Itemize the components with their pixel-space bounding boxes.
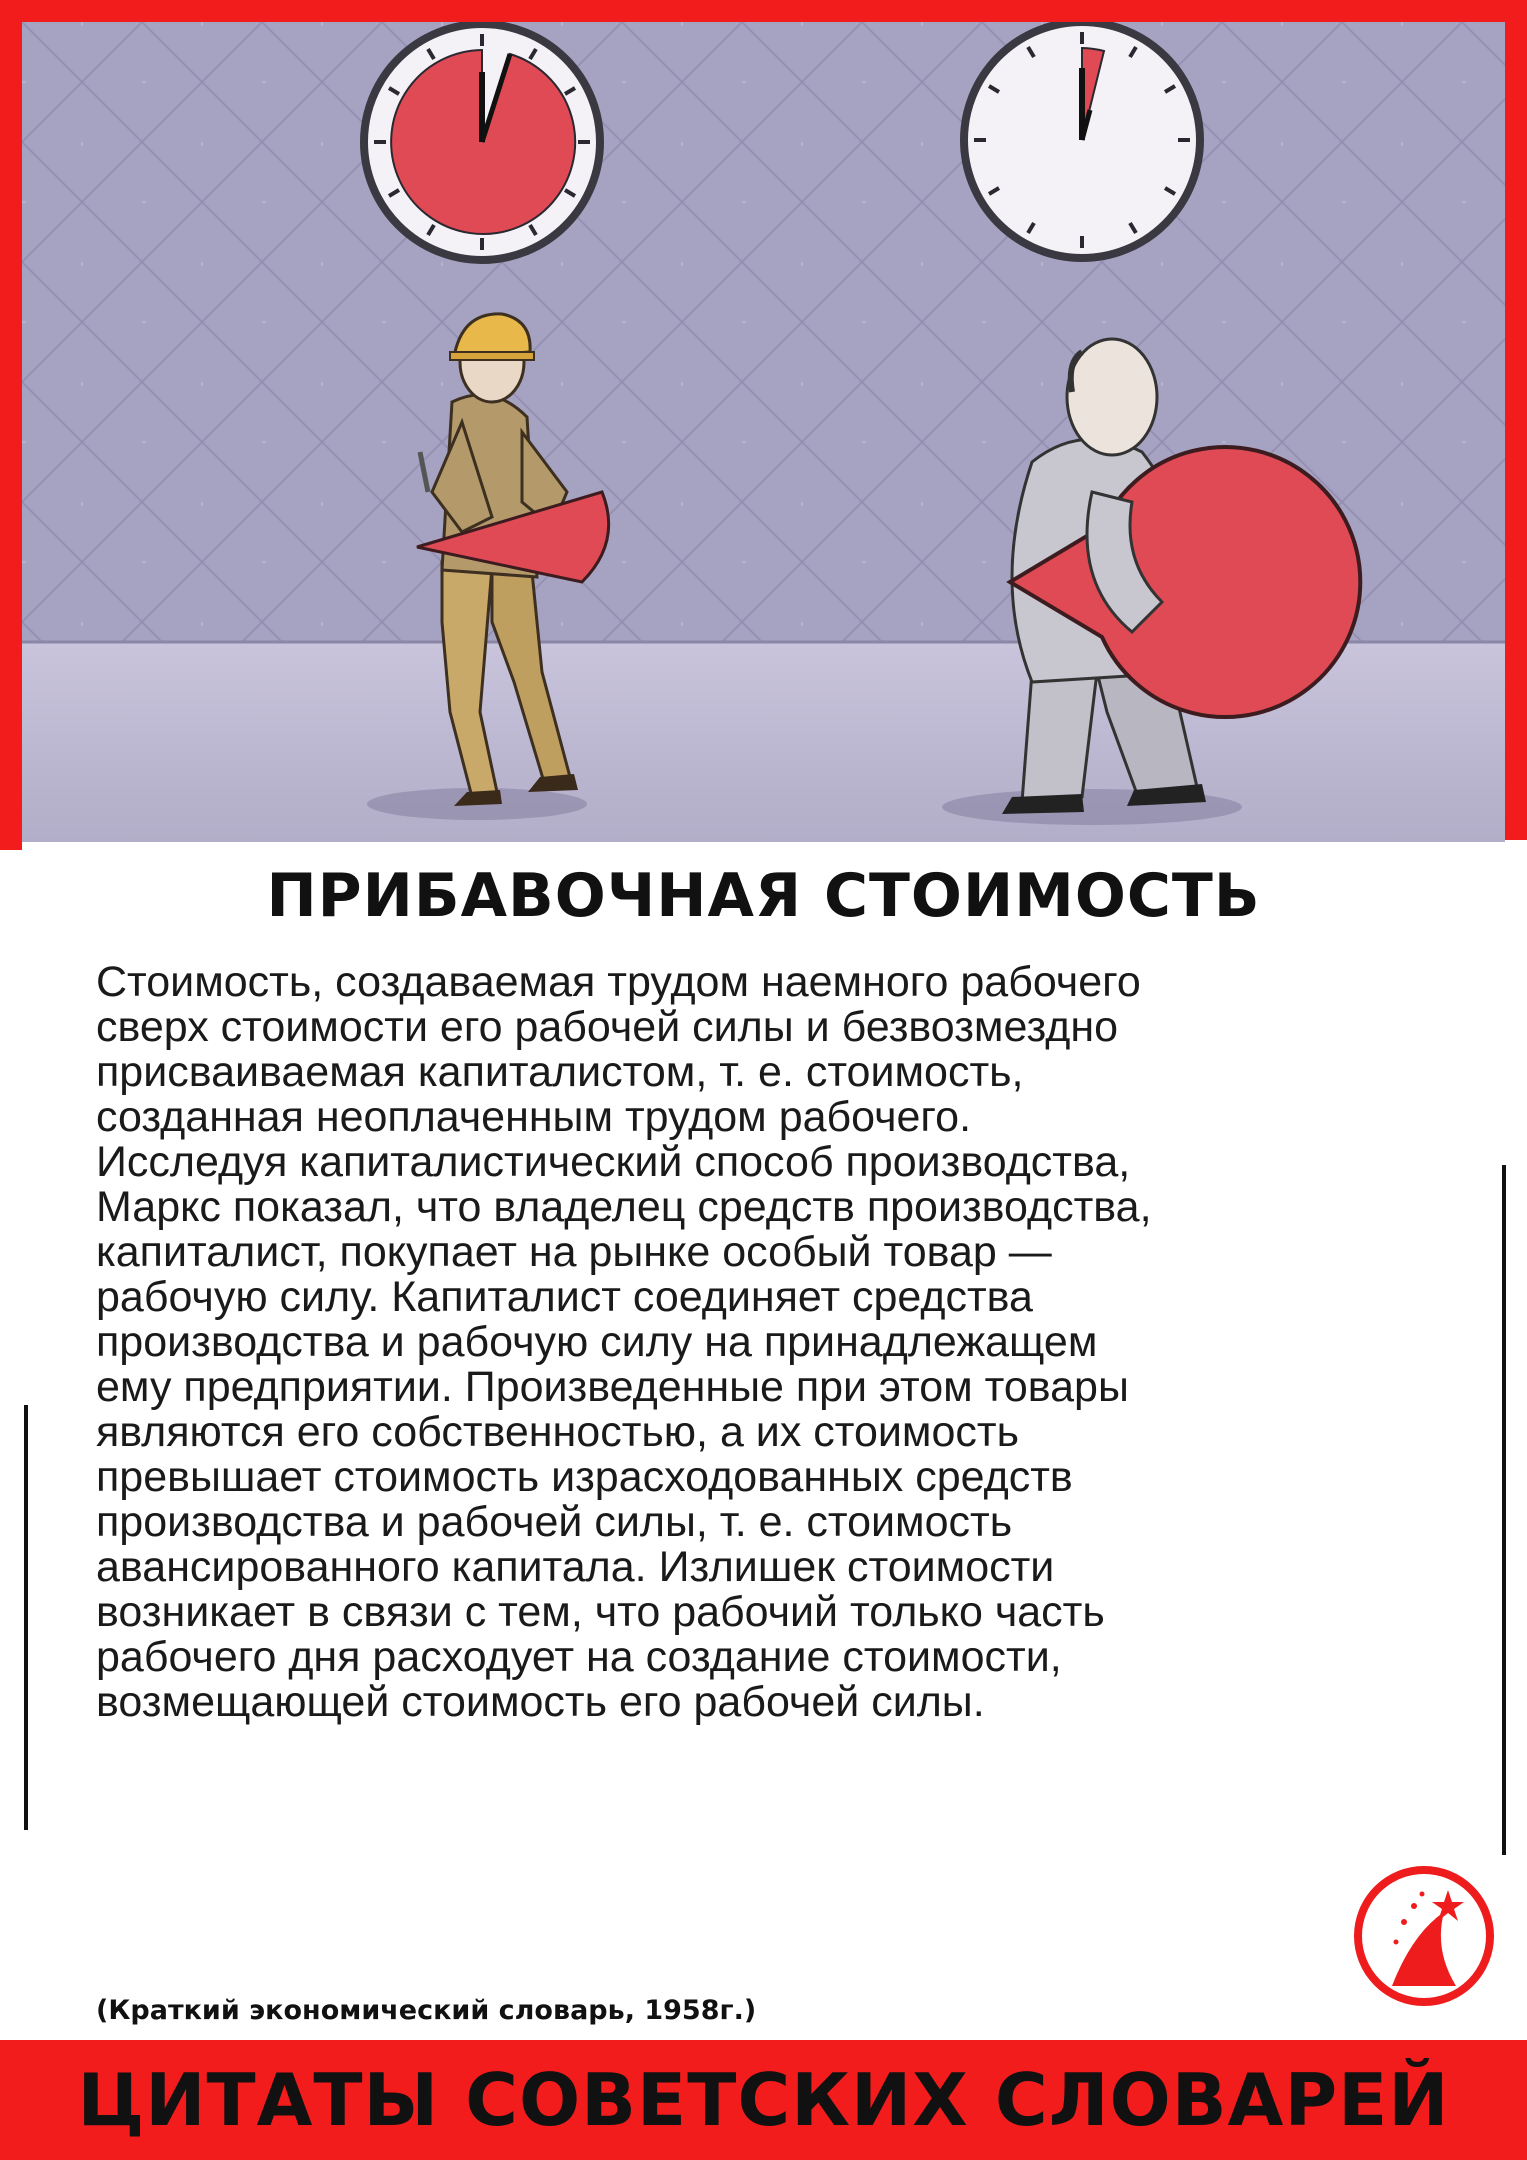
text-line: Маркс показал, что владелец средств производства, bbox=[96, 1183, 1152, 1231]
text-line: сверх стоимости его рабочей силы и безвозмездно bbox=[96, 1003, 1118, 1051]
text-line: производства и рабочей силы, т. е. стоимость bbox=[96, 1498, 1013, 1546]
clock-icon bbox=[364, 24, 600, 260]
footer-title: ЦИТАТЫ СОВЕТСКИХ СЛОВАРЕЙ bbox=[77, 2058, 1450, 2142]
text-line: производства и рабочую силу на принадлежащем bbox=[96, 1318, 1098, 1366]
text-line: созданная неоплаченным трудом рабочего. bbox=[96, 1093, 972, 1141]
text-line: авансированного капитала. Излишек стоимости bbox=[96, 1543, 1055, 1591]
source-citation: (Краткий экономический словарь, 1958г.) bbox=[96, 1995, 757, 2026]
vertical-rule-left bbox=[24, 1405, 28, 1830]
logo-icon bbox=[1352, 1864, 1496, 2008]
red-frame-left bbox=[0, 0, 22, 850]
red-frame-right bbox=[1505, 0, 1527, 840]
text-line: Исследуя капиталистический способ производства, bbox=[96, 1138, 1131, 1186]
text-line: превышает стоимость израсходованных средств bbox=[96, 1453, 1073, 1501]
text-line: возмещающей стоимость его рабочей силы. bbox=[96, 1678, 985, 1726]
text-line: капиталист, покупает на рынке особый товар — bbox=[96, 1228, 1052, 1276]
red-frame-top bbox=[0, 0, 1527, 22]
clock-icon bbox=[964, 22, 1200, 258]
text-line: Стоимость, создаваемая трудом наемного рабочего bbox=[96, 958, 1141, 1006]
text-line: являются его собственностью, а их стоимость bbox=[96, 1408, 1019, 1456]
text-line: рабочую силу. Капиталист соединяет средства bbox=[96, 1273, 1033, 1321]
text-line: ему предприятии. Произведенные при этом товары bbox=[96, 1363, 1129, 1411]
text-line: присваиваемая капиталистом, т. е. стоимость, bbox=[96, 1048, 1024, 1096]
vertical-rule-right bbox=[1502, 1165, 1506, 1855]
page-title: ПРИБАВОЧНАЯ СТОИМОСТЬ bbox=[266, 861, 1261, 931]
illustration bbox=[22, 22, 1505, 842]
definition-text bbox=[96, 960, 1456, 1725]
text-line: рабочего дня расходует на создание стоимости, bbox=[96, 1633, 1062, 1681]
text-line: возникает в связи с тем, что рабочий только часть bbox=[96, 1588, 1105, 1636]
